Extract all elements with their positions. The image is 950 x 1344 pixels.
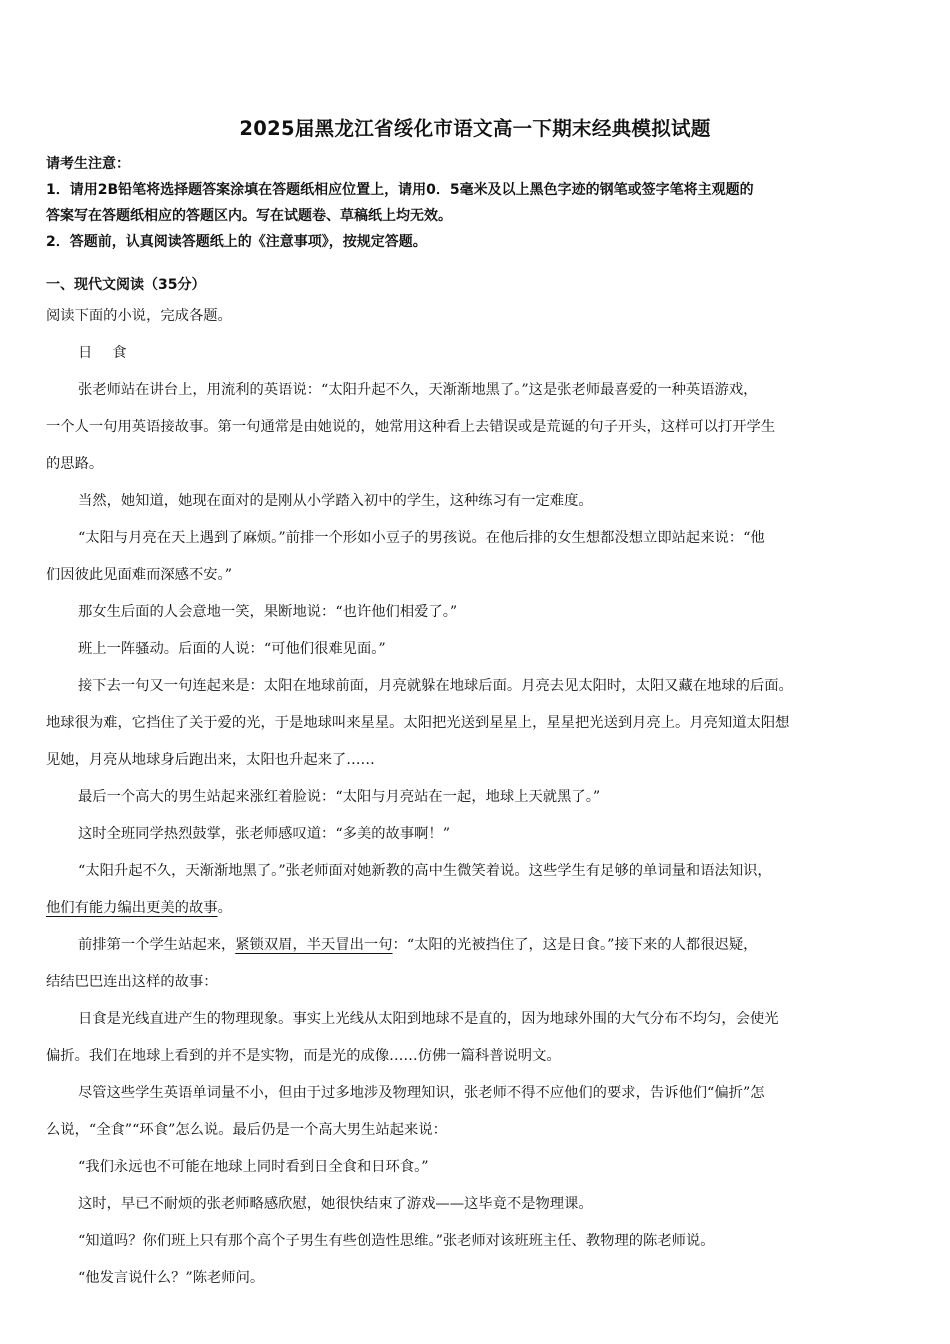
paragraph-line: 接下去一句又一句连起来是：太阳在地球前面，月亮就躲在地球后面。月亮去见太阳时，太阳又藏在地球的后面。 [78, 678, 793, 694]
notice-item-1-line-1: 1．请用2B铅笔将选择题答案涂填在答题纸相应位置上，请用0．5毫米及以上黑色字迹的钢笔或签字笔将主观题的 [46, 182, 754, 198]
paragraph-line: 当然，她知道，她现在面对的是刚从小学踏入初中的学生，这种练习有一定难度。 [78, 493, 593, 509]
paragraph-line [46, 927, 906, 964]
paragraph-line: 的思路。 [46, 456, 104, 472]
text-span: ：“太阳的光被挡住了，这是日食。”接下来的人都很迟疑， [392, 937, 758, 953]
underlined-phrase: 紧锁双眉，半天冒出一句 [235, 937, 393, 953]
paragraph-line: 张老师站在讲台上，用流利的英语说：“太阳升起不久，天渐渐地黑了。”这是张老师最喜爱的一种英语游戏， [78, 382, 758, 398]
paragraph-line: 结结巴巴连出这样的故事： [46, 974, 218, 990]
notice-heading: 请考生注意： [46, 156, 130, 172]
paragraph-line: “太阳与月亮在天上遇到了麻烦。”前排一个形如小豆子的男孩说。在他后排的女生想都没想立即站起来说：“他 [78, 530, 765, 546]
paragraph-line: 见她，月亮从地球身后跑出来，太阳也升起来了…… [46, 752, 375, 768]
reading-passage [46, 298, 906, 1297]
notice-item-2: 2．答题前，认真阅读答题纸上的《注意事项》，按规定答题。 [46, 234, 427, 250]
paragraph-line: “我们永远也不可能在地球上同时看到日全食和日环食。” [78, 1159, 429, 1175]
paragraph-line: 地球很为难，它挡住了关于爱的光，于是地球叫来星星。太阳把光送到星星上，星星把光送到月亮上。月亮知道太阳想 [46, 715, 790, 731]
section-heading: 一、现代文阅读（35分） [46, 277, 206, 293]
paragraph-line: “知道吗？你们班上只有那个高个子男生有些创造性思维。”张老师对该班班主任、教物理的陈老师说。 [78, 1233, 715, 1249]
paragraph-line: 一个人一句用英语接故事。第一句通常是由她说的，她常用这种看上去错误或是荒诞的句子开头，这样可以打开学生 [46, 419, 776, 435]
text-span: 前排第一个学生站起来， [78, 937, 236, 953]
text-span: 。 [217, 900, 232, 916]
paragraph-line: 尽管这些学生英语单词量不小，但由于过多地涉及物理知识，张老师不得不应他们的要求，告诉他们“偏折”怎 [78, 1085, 765, 1101]
paragraph-line [46, 890, 906, 927]
paragraph-line: 们因彼此见面难而深感不安。” [46, 567, 233, 583]
paragraph-line: 这时全班同学热烈鼓掌，张老师感叹道：“多美的故事啊！” [78, 826, 451, 842]
paragraph-line: “太阳升起不久，天渐渐地黑了。”张老师面对她新教的高中生微笑着说。这些学生有足够的单词量和语法知识， [78, 863, 772, 879]
reading-instruction: 阅读下面的小说，完成各题。 [46, 308, 232, 324]
paragraph-line: 最后一个高大的男生站起来涨红着脸说：“太阳与月亮站在一起，地球上天就黑了。” [78, 789, 601, 805]
paragraph-line: 偏折。我们在地球上看到的并不是实物，而是光的成像……仿佛一篇科普说明文。 [46, 1048, 561, 1064]
story-title: 日食 [78, 345, 147, 361]
underlined-phrase: 他们有能力编出更美的故事 [46, 900, 218, 916]
candidate-notice [46, 151, 906, 255]
paragraph-line: “他发言说什么？”陈老师问。 [78, 1270, 265, 1286]
notice-item-1-line-2: 答案写在答题纸相应的答题区内。写在试题卷、草稿纸上均无效。 [46, 208, 452, 224]
paragraph-line: 那女生后面的人会意地一笑，果断地说：“也许他们相爱了。” [78, 604, 458, 620]
paragraph-line: 么说，“全食”“环食”怎么说。最后仍是一个高大男生站起来说： [46, 1122, 447, 1138]
paragraph-line: 日食是光线直进产生的物理现象。事实上光线从太阳到地球不是直的，因为地球外围的大气分布不均匀，会使光 [78, 1011, 779, 1027]
paragraph-line: 这时，早已不耐烦的张老师略感欣慰，她很快结束了游戏——这毕竟不是物理课。 [78, 1196, 593, 1212]
exam-title: 2025届黑龙江省绥化市语文高一下期末经典模拟试题 [239, 117, 711, 140]
paragraph-line: 班上一阵骚动。后面的人说：“可他们很难见面。” [78, 641, 386, 657]
